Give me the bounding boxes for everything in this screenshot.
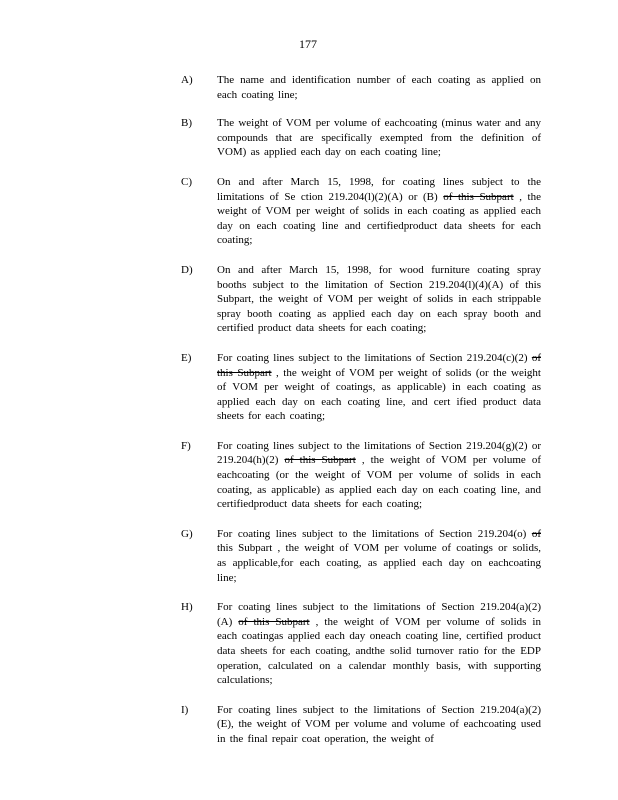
struck-text: of (531, 527, 541, 540)
item-label: C) (181, 175, 192, 188)
struck-text: of this Subpart (217, 351, 541, 379)
item-text-segment: , the weight of VOM per volume of eachcoating (or the weight of VOM per volume of solids in each coating, as applicable) as applied each day on each coating line, and certifiedproduct data sheets for each coating; (217, 454, 541, 511)
item-text-segment: On and after March 15, 1998, for wood furniture coating spray booths subject to the limitation of Section 219.204(l)(4)(A) of this Subpart, the weight of VOM per weight of solids in each strippable spray booth coating as applied each day on each spray booth and certified product data sheets for each coating; (217, 263, 541, 335)
item-label: B) (181, 117, 192, 130)
item-text-segment: For coating lines subject to the limitations of Section 219.204(a)(2)(E), the weight of VOM per volume and volume of eachcoating used in the final repair coat operation, the weight of (217, 703, 541, 745)
item-text-segment: The weight of VOM per volume of eachcoating (minus water and any compounds that are specifically exempted from the definition of VOM) as applied each day on each coating line; (217, 117, 541, 159)
list-item (181, 116, 541, 160)
item-text-segment: , the weight of VOM per weight of solids (or the weight of VOM per weight of coatings, as applicable) in each coating as applied each day on each coating line, and cert ified product data sheets for each coating; (217, 366, 541, 423)
item-text (217, 263, 541, 336)
item-text (217, 527, 541, 585)
struck-text: of this Subpart (443, 190, 514, 203)
item-list (181, 73, 541, 747)
item-label: A) (181, 74, 193, 86)
item-label: E) (181, 351, 192, 364)
list-item (181, 527, 541, 585)
item-text-segment: For coating lines subject to the limitations of Section 219.204(a)(2)(A) (217, 601, 541, 628)
item-label: H) (181, 601, 193, 614)
item-text-segment: For coating lines subject to the limitations of Section 219.204(g)(2) or 219.204(h)(2) (217, 439, 541, 467)
list-item (181, 73, 541, 102)
item-label: D) (181, 263, 193, 276)
list-item (181, 703, 541, 747)
list-item (181, 600, 541, 688)
page-number: 177 (299, 37, 317, 51)
item-text (217, 73, 541, 102)
item-text-segment: , the weight of VOM per weight of solids in each coating as applied each day on each coating line and certifiedproduct data sheets for each coating; (217, 190, 541, 247)
item-text-segment: this Subpart , the weight of VOM per volume of coatings or solids, as applicable,for each coating, as applied each day on eachcoating line; (217, 542, 541, 584)
item-text-segment: For coating lines subject to the limitations of Section 219.204(c)(2) (217, 351, 532, 364)
list-item (181, 439, 541, 512)
item-label: I) (181, 703, 189, 716)
item-text (217, 175, 541, 248)
item-text (217, 600, 541, 688)
list-item (181, 263, 541, 336)
item-text-segment: The name and identification number of each coating as applied on each coating line; (217, 74, 541, 101)
list-item (181, 175, 541, 248)
item-text (217, 703, 541, 747)
item-label: F) (181, 439, 191, 452)
item-text (217, 351, 541, 424)
struck-text: of this Subpart (284, 454, 356, 467)
list-item (181, 351, 541, 424)
item-text-segment: For coating lines subject to the limitations of Section 219.204(o) (217, 527, 532, 540)
item-label: G) (181, 527, 193, 540)
struck-text: of this Subpart (238, 615, 310, 628)
item-text (217, 439, 541, 512)
item-text-segment: On and after March 15, 1998, for coating lines subject to the limitations of Se ction 219.204(l)(2)(A) or (B) (217, 175, 541, 203)
item-text (217, 116, 541, 160)
item-text-segment: , the weight of VOM per volume of solids in each coatingas applied each day oneach coating line, certified product data sheets for each coating, andthe solid turnover ratio for the EDP operation, calculated on a calendar monthly basis, with supporting calculations; (217, 615, 541, 687)
